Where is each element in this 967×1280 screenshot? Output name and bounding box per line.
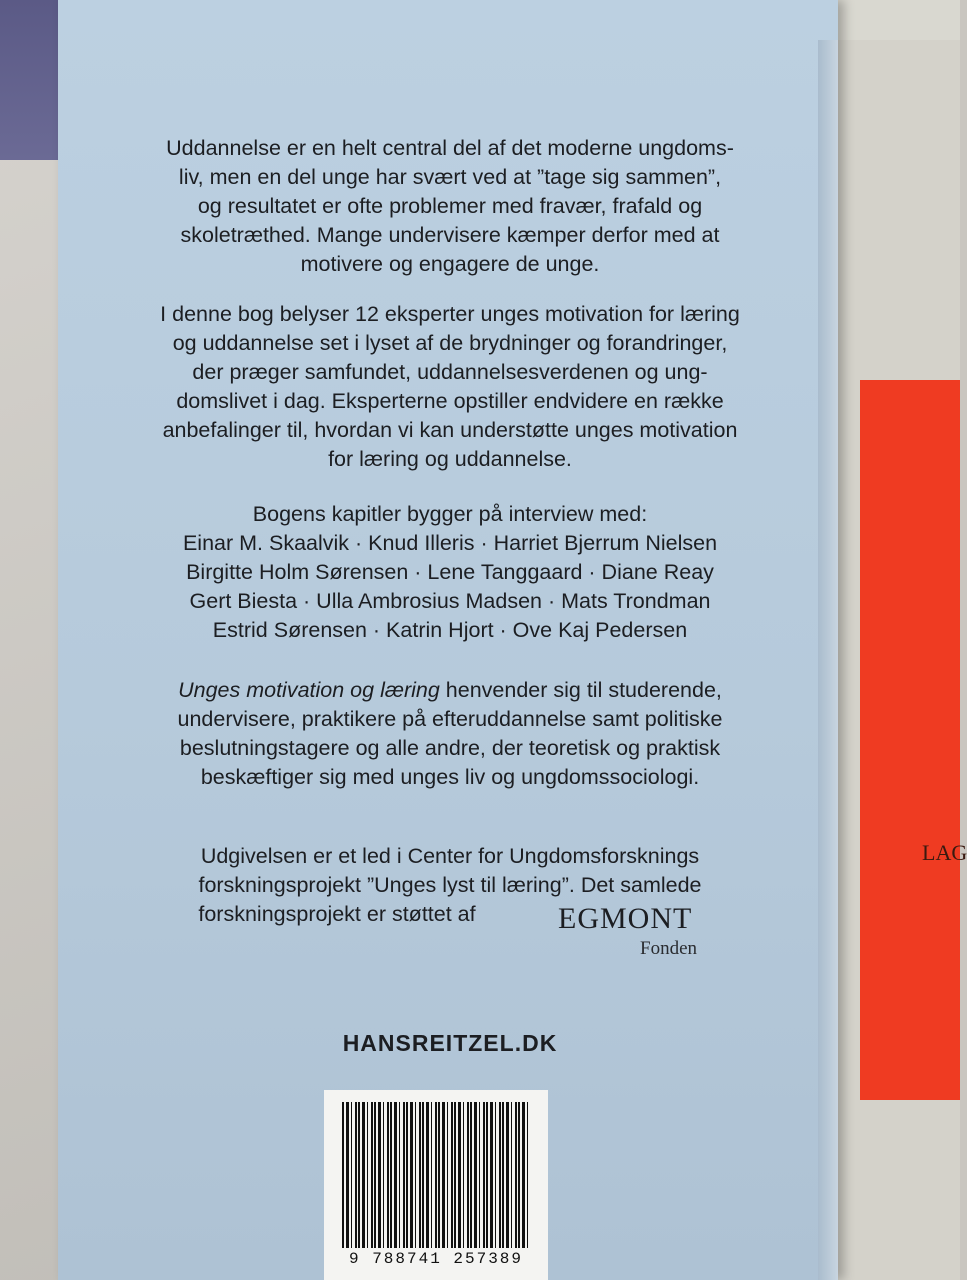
text-line: anbefalinger til, hvordan vi kan understøtte unges motivation (162, 418, 738, 442)
text-line: for læring og uddannelse. (328, 447, 572, 471)
text-line: og resultatet er ofte problemer med fravær, frafald og (197, 194, 703, 218)
interviewee-names: Einar M. Skaalvik · Knud Illeris · Harriet Bjerrum Nielsen (182, 531, 718, 555)
text-line: forskningsprojekt ”Unges lyst til læring”. Det samlede (198, 873, 702, 897)
text-line: forskningsprojekt er støttet af (198, 902, 476, 926)
barcode (324, 1090, 548, 1280)
isbn-number: 9 788741 257389 (348, 1250, 524, 1268)
interviews-intro: Bogens kapitler bygger på interview med: (252, 502, 648, 526)
paragraph-interviews (62, 500, 838, 645)
text-line: og uddannelse set i lyset af de brydninger og forandringer, (172, 331, 728, 355)
paragraph-experts (62, 300, 838, 474)
text-line: skoletræthed. Mange undervisere kæmper derfor med at (180, 223, 720, 247)
paragraph-intro (62, 134, 838, 279)
egmont-fonden-logo (558, 902, 758, 960)
text-line: beslutningstagere og alle andre, der teoretisk og praktisk (179, 736, 721, 760)
text-line (62, 676, 838, 705)
interviewee-names: Gert Biesta · Ulla Ambrosius Madsen · Mats Trondman (189, 589, 711, 613)
text-line: liv, men en del unge har svært ved at ”tage sig sammen”, (178, 165, 722, 189)
red-book-cover (860, 380, 960, 1100)
purple-book-corner (0, 0, 60, 160)
text-line: beskæftiger sig med unges liv og ungdomssociologi. (200, 765, 700, 789)
red-book-label: LAG (922, 840, 967, 865)
egmont-logo-text: EGMONT (558, 902, 693, 935)
text-line-rest: henvender sig til studerende, (439, 678, 722, 702)
text-line: der præger samfundet, uddannelsesverdenen og ung- (192, 360, 708, 384)
barcode-bars (342, 1102, 530, 1248)
text-line: undervisere, praktikere på efteruddannelse samt politiske (177, 707, 723, 731)
text-line: domslivet i dag. Eksperterne opstiller endvidere en række (176, 389, 724, 413)
interviewee-names: Birgitte Holm Sørensen · Lene Tanggaard · Diane Reay (186, 560, 714, 584)
text-line: Udgivelsen er et led i Center for Ungdomsforsknings (200, 844, 700, 868)
text-line: I denne bog belyser 12 eksperter unges motivation for læring (160, 302, 740, 326)
paragraph-audience (62, 676, 838, 792)
book-title-italic: Unges motivation og læring (178, 678, 440, 702)
interviewee-names: Estrid Sørensen · Katrin Hjort · Ove Kaj Pedersen (212, 618, 688, 642)
text-line: motivere og engagere de unge. (300, 252, 600, 276)
publisher-website: HANSREITZEL.DK (342, 1030, 558, 1056)
fonden-logo-text: Fonden (640, 938, 697, 959)
text-line: Uddannelse er en helt central del af det moderne ungdoms- (166, 136, 734, 160)
